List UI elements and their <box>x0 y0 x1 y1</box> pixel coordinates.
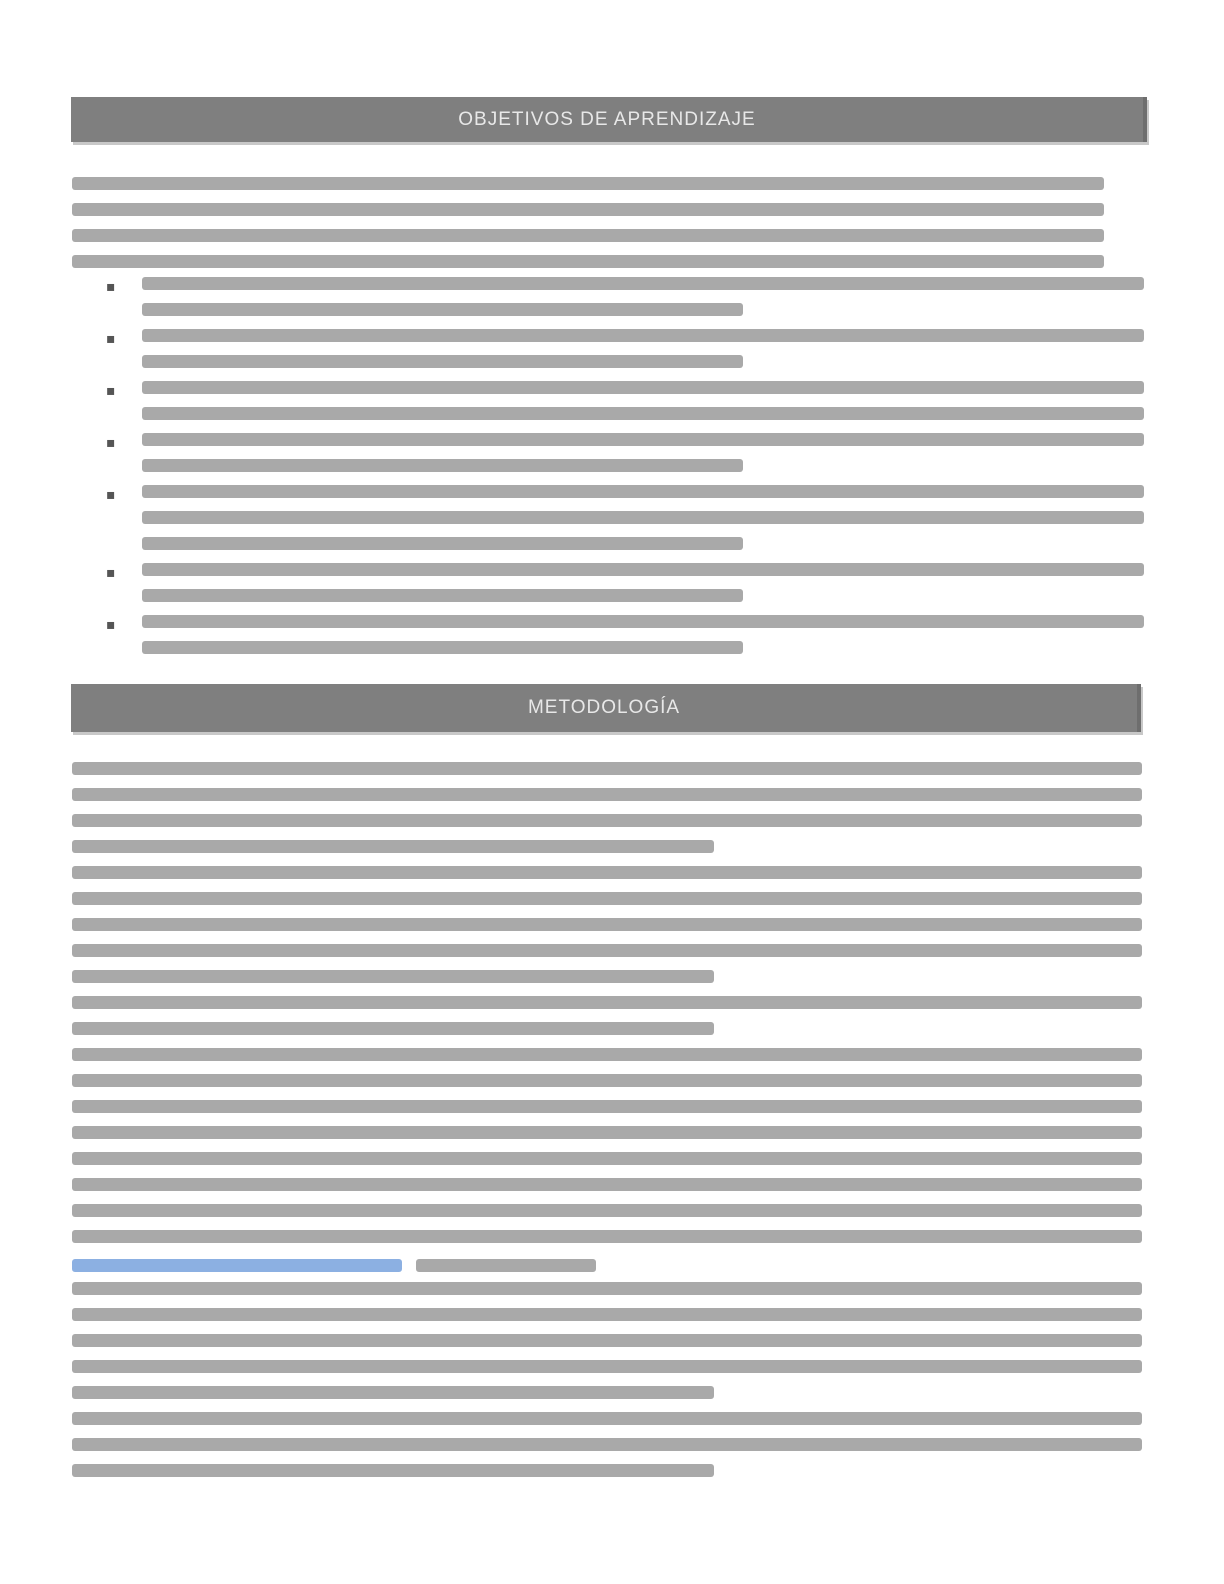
objective-item <box>72 563 1144 602</box>
text-line-placeholder <box>72 1022 714 1035</box>
text-line-placeholder <box>72 1438 1142 1451</box>
text-line-placeholder <box>72 918 1142 931</box>
bullet-icon: ▪ <box>106 487 116 503</box>
text-line-placeholder <box>72 1126 1142 1139</box>
text-line-placeholder <box>72 1100 1142 1113</box>
text-after-link-placeholder <box>416 1259 596 1272</box>
text-line-placeholder <box>142 303 743 316</box>
text-line-placeholder <box>72 1230 1142 1243</box>
text-line-placeholder <box>72 1152 1142 1165</box>
bullet-icon: ▪ <box>106 617 116 633</box>
section-header-objetivos <box>71 97 1147 142</box>
text-line-placeholder <box>142 563 1144 576</box>
text-line-placeholder <box>142 459 743 472</box>
text-line-placeholder <box>72 814 1142 827</box>
text-line-placeholder <box>72 255 1104 268</box>
text-line-placeholder <box>142 511 1144 524</box>
objectives-list <box>72 270 1144 667</box>
bullet-icon: ▪ <box>106 279 116 295</box>
text-line-placeholder <box>142 641 743 654</box>
text-line-placeholder <box>72 177 1104 190</box>
text-line-placeholder <box>72 788 1142 801</box>
text-line-placeholder <box>72 1048 1142 1061</box>
section-title-objetivos: OBJETIVOS DE APRENDIZAJE <box>458 109 756 130</box>
text-line-placeholder <box>72 1308 1142 1321</box>
text-line-placeholder <box>72 762 1142 775</box>
metodologia-body <box>72 755 1142 1490</box>
text-line-placeholder <box>72 1464 714 1477</box>
text-line-placeholder <box>72 1074 1142 1087</box>
text-line-placeholder <box>142 407 1144 420</box>
web-link[interactable] <box>72 1259 402 1272</box>
objective-item <box>72 381 1144 420</box>
text-line-placeholder <box>72 970 714 983</box>
objective-item <box>72 329 1144 368</box>
text-line-placeholder <box>72 996 1142 1009</box>
text-line-placeholder <box>72 1204 1142 1217</box>
text-line-placeholder <box>142 537 743 550</box>
bullet-icon: ▪ <box>106 331 116 347</box>
text-line-placeholder <box>72 840 714 853</box>
text-line-placeholder <box>142 329 1144 342</box>
text-line-placeholder <box>72 1334 1142 1347</box>
text-line-placeholder <box>72 1282 1142 1295</box>
link-row <box>72 1256 1142 1269</box>
objective-item <box>72 485 1144 550</box>
text-line-placeholder <box>72 1412 1142 1425</box>
text-line-placeholder <box>142 485 1144 498</box>
text-line-placeholder <box>72 1178 1142 1191</box>
section-title-metodologia: METODOLOGÍA <box>527 697 681 718</box>
text-line-placeholder <box>142 277 1144 290</box>
bullet-icon: ▪ <box>106 383 116 399</box>
objective-item <box>72 615 1144 654</box>
text-line-placeholder <box>72 944 1142 957</box>
section-header-metodologia <box>71 684 1141 732</box>
text-line-placeholder <box>72 229 1104 242</box>
text-line-placeholder <box>72 866 1142 879</box>
intro-paragraph <box>72 170 1104 281</box>
text-line-placeholder <box>72 1386 714 1399</box>
objective-item <box>72 433 1144 472</box>
text-line-placeholder <box>142 433 1144 446</box>
bullet-icon: ▪ <box>106 435 116 451</box>
text-line-placeholder <box>142 381 1144 394</box>
text-line-placeholder <box>72 1360 1142 1373</box>
objective-item <box>72 277 1144 316</box>
text-line-placeholder <box>142 355 743 368</box>
text-line-placeholder <box>72 203 1104 216</box>
bullet-icon: ▪ <box>106 565 116 581</box>
text-line-placeholder <box>142 615 1144 628</box>
text-line-placeholder <box>72 892 1142 905</box>
text-line-placeholder <box>142 589 743 602</box>
